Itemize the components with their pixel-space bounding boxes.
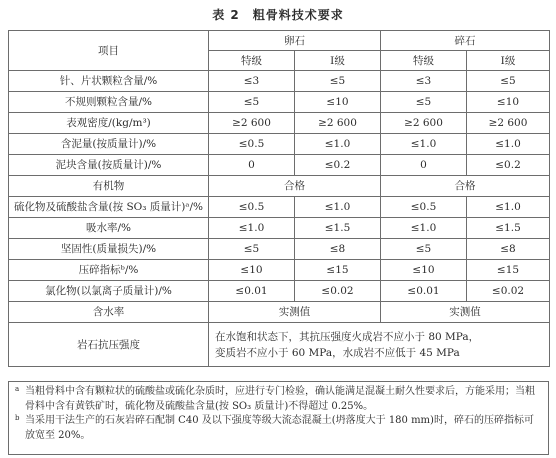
row-label: 氯化物(以氯离子质量计)/% — [9, 281, 209, 302]
cell-value: ≤1.5 — [467, 218, 550, 239]
header-grade: Ⅰ级 — [295, 51, 381, 71]
cell-value: ≤0.02 — [467, 281, 550, 302]
cell-value: ≤1.0 — [209, 218, 295, 239]
row-label: 含泥量(按质量计)/% — [9, 134, 209, 155]
table-row — [9, 281, 550, 302]
cell-value: ≤0.2 — [467, 155, 550, 176]
cell-value: ≥2 600 — [381, 113, 467, 134]
cell-merged: 合格 — [209, 176, 381, 197]
footnote-mark: b — [15, 414, 20, 422]
cell-value: ≤1.0 — [381, 134, 467, 155]
cell-value: 0 — [209, 155, 295, 176]
footnote-text: 当采用干法生产的石灰岩碎石配制 C40 及以下强度等级大流态混凝土(坍落度大于 180 mm)时，碎石的压碎指标可放宽至 20%。 — [25, 415, 534, 441]
table-row — [9, 92, 550, 113]
cell-value: ≤1.0 — [467, 197, 550, 218]
cell-value: ≤0.5 — [209, 134, 295, 155]
table-row — [9, 113, 550, 134]
row-label: 吸水率/% — [9, 218, 209, 239]
cell-value: ≤10 — [295, 92, 381, 113]
table-row — [9, 71, 550, 92]
cell-value: ≤15 — [467, 260, 550, 281]
cell-value: ≤5 — [209, 239, 295, 260]
row-label: 有机物 — [9, 176, 209, 197]
cell-value: ≤10 — [467, 92, 550, 113]
cell-value: ≤10 — [381, 260, 467, 281]
cell-value: ≤0.01 — [381, 281, 467, 302]
rock-strength-line: 变质岩不应小于 60 MPa，水成岩不应低于 45 MPa — [215, 346, 460, 359]
table-row — [9, 155, 550, 176]
header-gravel: 碎石 — [381, 31, 550, 51]
spec-table — [8, 30, 550, 367]
header-pebble: 卵石 — [209, 31, 381, 51]
footnote-mark: a — [15, 385, 20, 393]
cell-value: 0 — [381, 155, 467, 176]
row-label: 不规则颗粒含量/% — [9, 92, 209, 113]
table-title: 表 2 粗骨料技术要求 — [212, 8, 344, 22]
row-label: 硫化物及硫酸盐含量(按 SO₃ 质量计)ᵃ/% — [9, 197, 209, 218]
table-row — [9, 239, 550, 260]
cell-merged: 合格 — [381, 176, 550, 197]
header-grade: 特级 — [381, 51, 467, 71]
cell-merged: 实测值 — [209, 302, 381, 323]
table-row — [9, 323, 550, 367]
row-label: 含水率 — [9, 302, 209, 323]
cell-value: ≤0.02 — [295, 281, 381, 302]
cell-value: ≤0.5 — [209, 197, 295, 218]
table-footnotes — [8, 381, 549, 455]
rock-strength-line: 在水饱和状态下，其抗压强度火成岩不应小于 80 MPa， — [215, 330, 480, 343]
cell-value: ≤3 — [381, 71, 467, 92]
footnote-text: 当粗骨料中含有颗粒状的硫酸盐或硫化杂质时，应进行专门检验，确认能满足混凝土耐久性要求后，方能采用；当粗骨料中含有黄铁矿时，硫化物及硫酸盐含量(按 SO₃ 质量计)不得超过 0.25%。 — [25, 386, 535, 412]
table-row — [9, 302, 550, 323]
cell-value: ≤3 — [209, 71, 295, 92]
cell-value: ≤0.5 — [381, 197, 467, 218]
cell-value: ≥2 600 — [209, 113, 295, 134]
row-label: 泥块含量(按质量计)/% — [9, 155, 209, 176]
footnote — [15, 414, 542, 443]
header-grade: 特级 — [209, 51, 295, 71]
table-row — [9, 260, 550, 281]
cell-value: ≤8 — [467, 239, 550, 260]
table-row — [9, 134, 550, 155]
cell-value: ≤1.0 — [295, 197, 381, 218]
header-row — [9, 31, 550, 51]
cell-value: ≤10 — [209, 260, 295, 281]
header-item: 项目 — [9, 31, 209, 71]
row-label: 压碎指标ᵇ/% — [9, 260, 209, 281]
cell-value: ≤1.0 — [467, 134, 550, 155]
cell-merged: 实测值 — [381, 302, 550, 323]
cell-value: ≤15 — [295, 260, 381, 281]
header-grade: Ⅰ级 — [467, 51, 550, 71]
table-row — [9, 218, 550, 239]
cell-value: ≥2 600 — [467, 113, 550, 134]
cell-value: ≤1.5 — [295, 218, 381, 239]
rock-strength-text — [209, 323, 550, 367]
cell-value: ≤5 — [467, 71, 550, 92]
table-row — [9, 197, 550, 218]
cell-value: ≤8 — [295, 239, 381, 260]
cell-value: ≤5 — [295, 71, 381, 92]
cell-value: ≤5 — [209, 92, 295, 113]
cell-value: ≥2 600 — [295, 113, 381, 134]
cell-value: ≤1.0 — [295, 134, 381, 155]
cell-value: ≤5 — [381, 92, 467, 113]
footnote — [15, 385, 542, 414]
table-row — [9, 176, 550, 197]
cell-value: ≤0.01 — [209, 281, 295, 302]
cell-value: ≤1.0 — [381, 218, 467, 239]
row-label: 表观密度/(kg/m³) — [9, 113, 209, 134]
cell-value: ≤5 — [381, 239, 467, 260]
row-label: 坚固性(质量损失)/% — [9, 239, 209, 260]
cell-value: ≤0.2 — [295, 155, 381, 176]
row-label: 岩石抗压强度 — [9, 323, 209, 367]
row-label: 针、片状颗粒含量/% — [9, 71, 209, 92]
